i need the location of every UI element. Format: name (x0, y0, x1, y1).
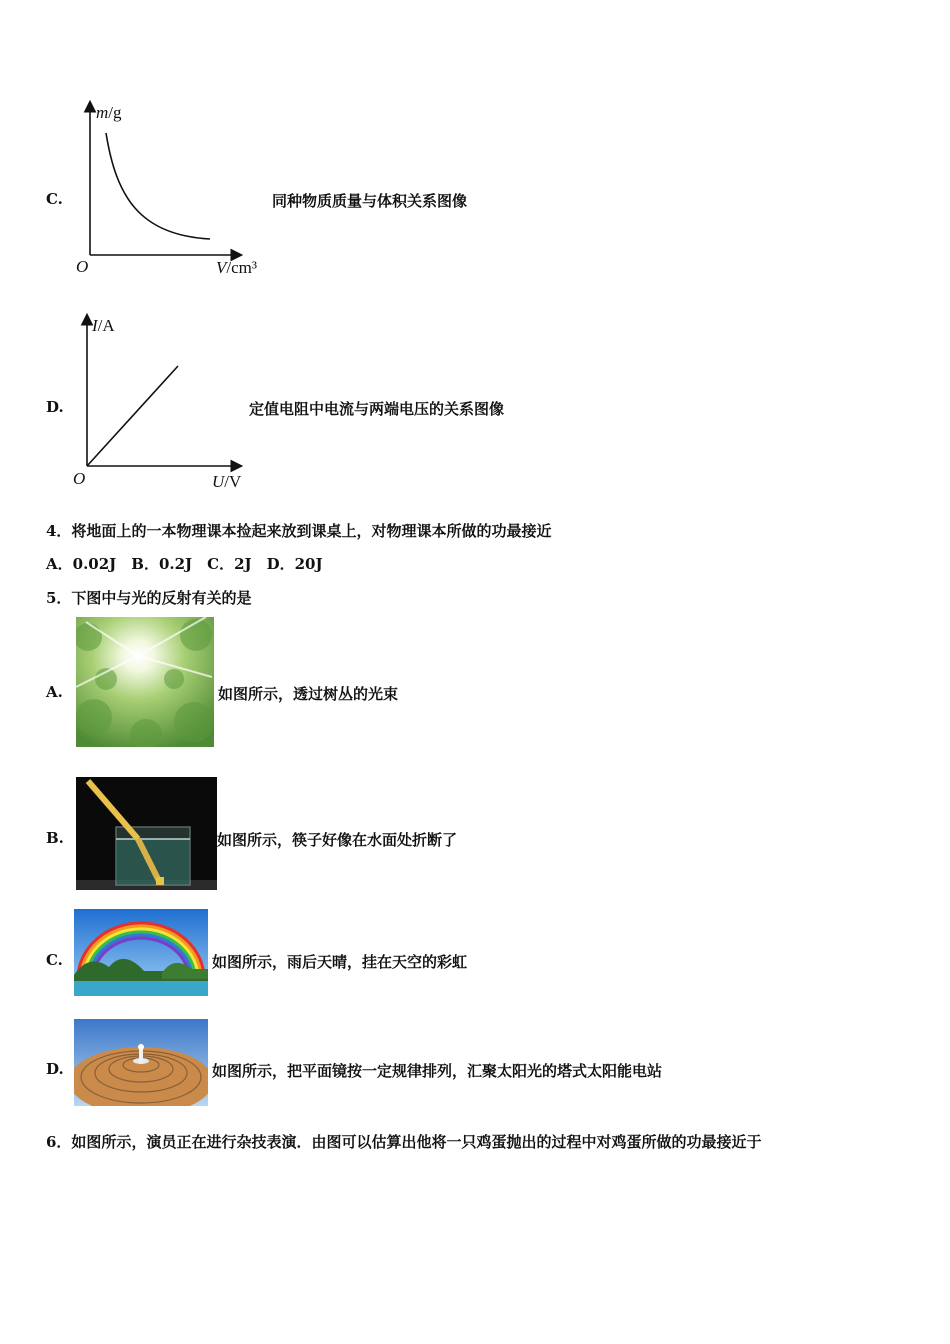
y-unit: /g (108, 103, 122, 122)
mass-volume-graph (68, 95, 278, 285)
q5-option-c-letter: C. (46, 951, 63, 969)
q5-option-b-text: 如图所示，筷子好像在水面处折断了 (217, 831, 458, 849)
solar-tower-image (74, 1019, 208, 1106)
option-d-letter: D. (46, 398, 64, 416)
x-unit: /cm³ (226, 258, 257, 277)
x-var: U (212, 472, 225, 491)
x-var: V (216, 258, 227, 277)
q5-option-a-text: 如图所示，透过树丛的光束 (218, 685, 399, 703)
line (87, 366, 178, 466)
option-c-caption: 同种物质质量与体积关系图像 (272, 192, 468, 210)
beaker-chopstick-image (76, 777, 217, 890)
curve (106, 133, 210, 239)
current-voltage-graph (66, 308, 266, 496)
rainbow-image (74, 909, 208, 996)
option-c-letter: C. (46, 190, 63, 208)
origin-label: O (76, 257, 89, 276)
option-d-caption: 定值电阻中电流与两端电压的关系图像 (249, 400, 505, 418)
q5-option-c-text: 如图所示，雨后天晴，挂在天空的彩虹 (212, 953, 468, 971)
question-5-stem: 5．下图中与光的反射有关的是 (46, 589, 252, 607)
q5-option-d-letter: D. (46, 1060, 64, 1078)
q5-option-b-letter: B. (46, 829, 64, 847)
question-4-stem: 4．将地面上的一本物理课本捡起来放到课桌上，对物理课本所做的功最接近 (46, 522, 552, 540)
y-var: I (92, 316, 98, 335)
y-unit: /A (97, 316, 115, 335)
svg-text:I/A (91, 316, 115, 335)
forest-sunbeam-image (76, 617, 214, 747)
x-unit: /V (224, 472, 242, 491)
q5-option-d-text: 如图所示，把平面镜按一定规律排列，汇聚太阳光的塔式太阳能电站 (212, 1062, 663, 1080)
q5-option-a-letter: A. (46, 683, 63, 701)
svg-text:V/cm³ (216, 258, 257, 277)
svg-text:m/g (96, 103, 122, 122)
svg-text:U/V (212, 472, 242, 491)
question-4-options: A．0.02J B．0.2J C．2J D．20J (46, 555, 323, 573)
question-6-stem: 6．如图所示，演员正在进行杂技表演．由图可以估算出他将一只鸡蛋抛出的过程中对鸡蛋所做的功最接近于 (46, 1133, 762, 1151)
origin-label: O (73, 469, 86, 488)
y-var: m (96, 103, 109, 122)
